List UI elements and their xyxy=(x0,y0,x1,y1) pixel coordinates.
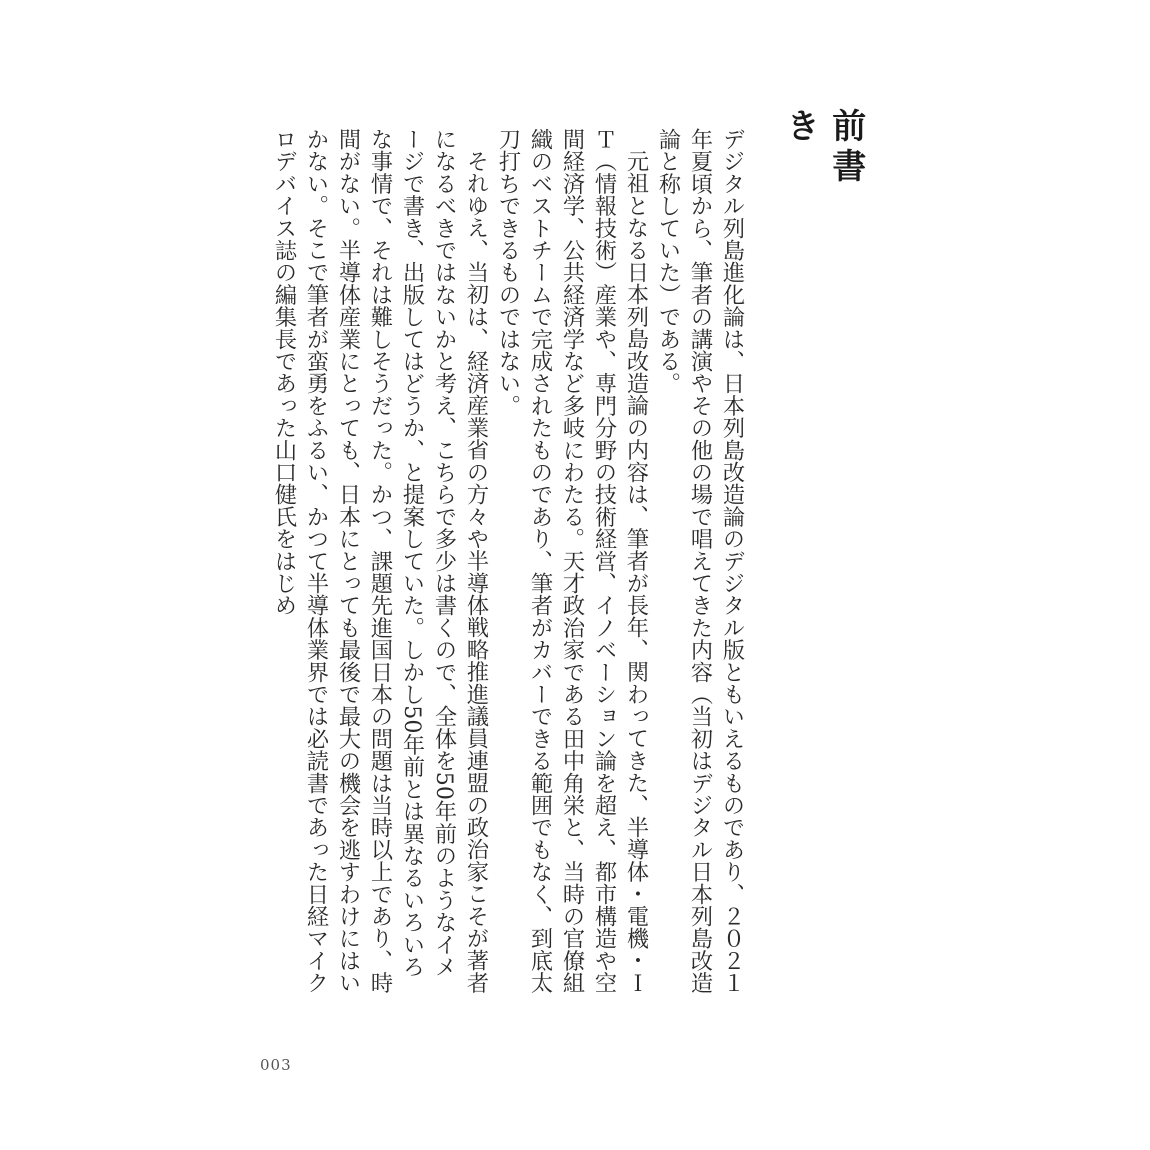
paragraph-3: それゆえ、当初は、経済産業省の方々や半導体戦略推進議員連盟の政治家こそが著者になるべきではないかと考え、こちらで多少は書くので、全体を50年前のようなイメージで書き、出版してはどうか、と提案していた。しかし50年前とは異なるいろいろな事情で、それは難しそうだった。かつ、課題先進国日本の問題は当時以上であり、時間がない。半導体産業にとっても、日本にとっても最後で最大の機会を逃すわけにはいかない。そこで筆者が蛮勇をふるい、かつて半導体業界では必読書であった日経マイクロデバイス誌の編集長であった山口健氏をはじめ xyxy=(271,128,489,994)
paragraph-2: 元祖となる日本列島改造論の内容は、筆者が長年、関わってきた、半導体・電機・ＩＴ（情報技術）産業や、専門分野の技術経営、イノベーション論を超え、都市構造や空間経済学、公共経済学など多岐にわたる。天才政治家である田中角栄と、当時の官僚組織のベストチームで完成されたものであり、筆者がカバーできる範囲でもなく、到底太刀打ちできるものではない。 xyxy=(495,128,649,994)
paragraph-1: デジタル列島進化論は、日本列島改造論のデジタル版ともいえるものであり、２０２１年夏頃から、筆者の講演やその他の場で唱えてきた内容（当初はデジタル日本列島改造論と称していた）である。 xyxy=(655,128,745,994)
chapter-title: 前書き xyxy=(779,108,866,188)
page-number: 003 xyxy=(260,1056,292,1074)
body-text xyxy=(268,128,748,998)
